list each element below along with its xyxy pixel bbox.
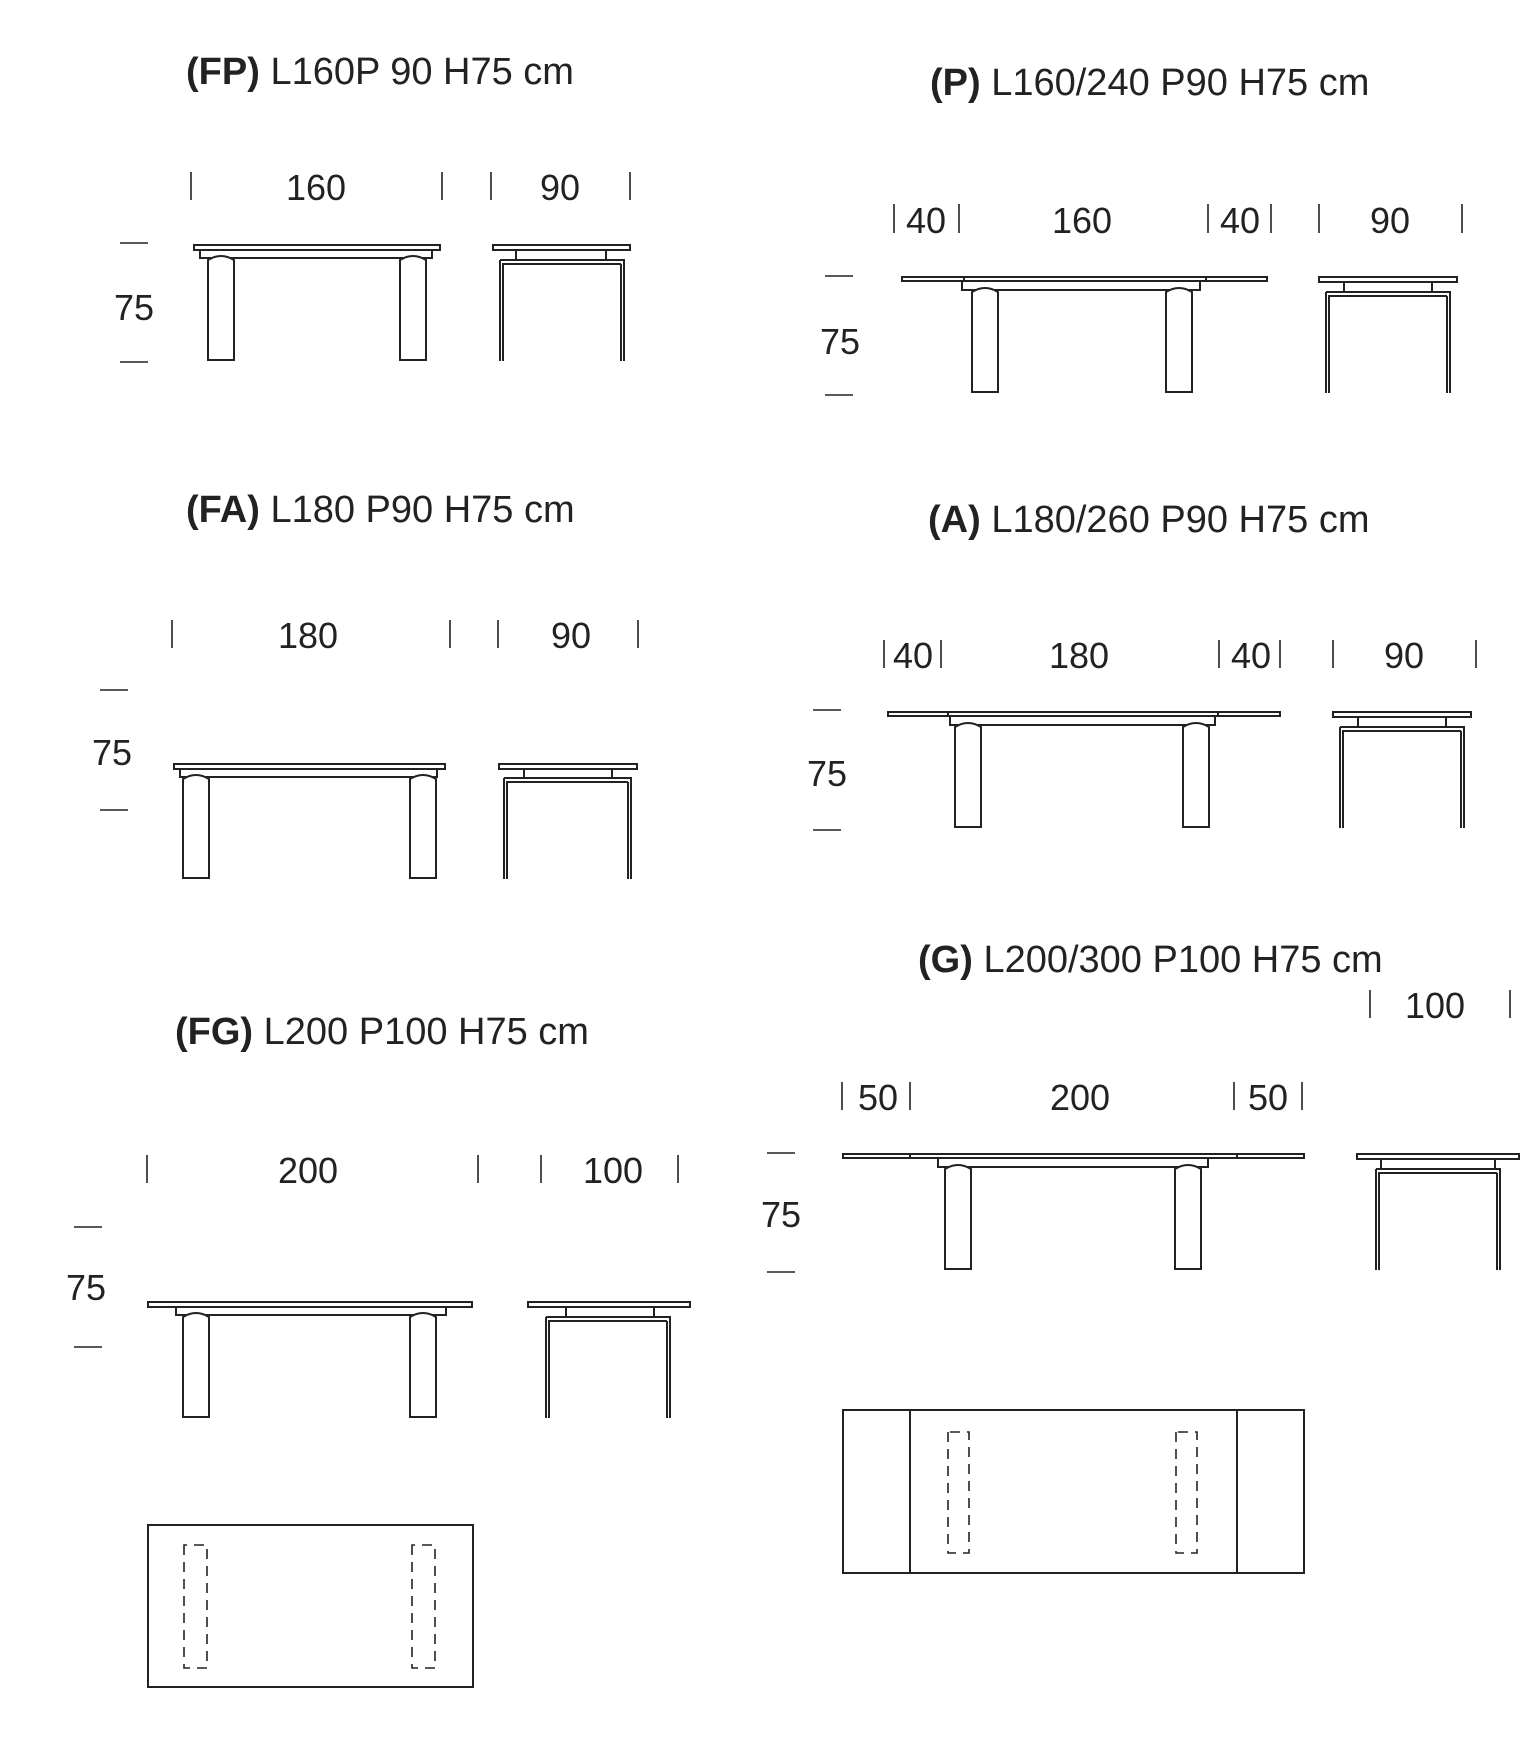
g-height-label: 75	[760, 1194, 802, 1235]
a-ext-right-label: 40	[1230, 635, 1272, 676]
g-ext-left-label: 50	[857, 1077, 899, 1118]
fa-length-label: 180	[277, 615, 339, 656]
fp-depth-label: 90	[539, 167, 581, 208]
a-ext-left-label: 40	[892, 635, 934, 676]
fg-code: (FG)	[175, 1011, 254, 1053]
p-title	[930, 62, 1369, 104]
fa-front-view	[174, 764, 445, 878]
fg-front-view	[148, 1302, 472, 1417]
a-front-view	[888, 712, 1280, 827]
a-spec: L180/260 P90 H75 cm	[991, 499, 1370, 541]
a-side-view	[1333, 712, 1471, 828]
g-length-label: 200	[1049, 1077, 1111, 1118]
model-fp	[114, 51, 630, 362]
fa-title	[186, 489, 575, 531]
g-title	[918, 939, 1383, 981]
model-a	[807, 499, 1476, 830]
model-fg	[66, 1011, 690, 1687]
p-height-label: 75	[819, 321, 861, 362]
model-fa	[92, 489, 638, 879]
a-title	[928, 499, 1369, 541]
g-plan-view	[843, 1410, 1304, 1573]
fp-code: (FP)	[186, 51, 260, 93]
fp-length-label: 160	[285, 167, 347, 208]
g-side-view	[1357, 1154, 1519, 1270]
p-code: (P)	[930, 62, 981, 104]
p-ext-left-label: 40	[905, 200, 947, 241]
fp-height-label: 75	[113, 287, 155, 328]
g-depth-label: 100	[1404, 985, 1466, 1026]
model-p	[820, 62, 1462, 395]
fa-height-label: 75	[91, 732, 133, 773]
fp-spec: L160P 90 H75 cm	[270, 51, 574, 93]
p-depth-label: 90	[1369, 200, 1411, 241]
fa-code: (FA)	[186, 489, 260, 531]
p-length-label: 160	[1051, 200, 1113, 241]
fa-spec: L180 P90 H75 cm	[270, 489, 575, 531]
p-spec: L160/240 P90 H75 cm	[991, 62, 1370, 104]
fg-side-view	[528, 1302, 690, 1418]
a-height-label: 75	[806, 753, 848, 794]
fg-spec: L200 P100 H75 cm	[263, 1011, 589, 1053]
fg-height-label: 75	[65, 1267, 107, 1308]
fg-length-label: 200	[277, 1150, 339, 1191]
g-front-view	[843, 1154, 1304, 1269]
model-g	[761, 939, 1519, 1573]
g-code: (G)	[918, 939, 973, 981]
fp-title	[186, 51, 574, 93]
a-length-label: 180	[1048, 635, 1110, 676]
fp-side-view	[493, 245, 630, 361]
g-spec: L200/300 P100 H75 cm	[983, 939, 1383, 981]
p-ext-right-label: 40	[1219, 200, 1261, 241]
p-side-view	[1319, 277, 1457, 393]
a-code: (A)	[928, 499, 981, 541]
fg-plan-view	[148, 1525, 473, 1687]
fg-title	[175, 1011, 589, 1053]
fa-depth-label: 90	[550, 615, 592, 656]
p-front-view	[902, 277, 1267, 392]
fp-front-view	[194, 245, 440, 360]
a-depth-label: 90	[1383, 635, 1425, 676]
fg-depth-label: 100	[582, 1150, 644, 1191]
fa-side-view	[499, 764, 637, 879]
g-ext-right-label: 50	[1247, 1077, 1289, 1118]
